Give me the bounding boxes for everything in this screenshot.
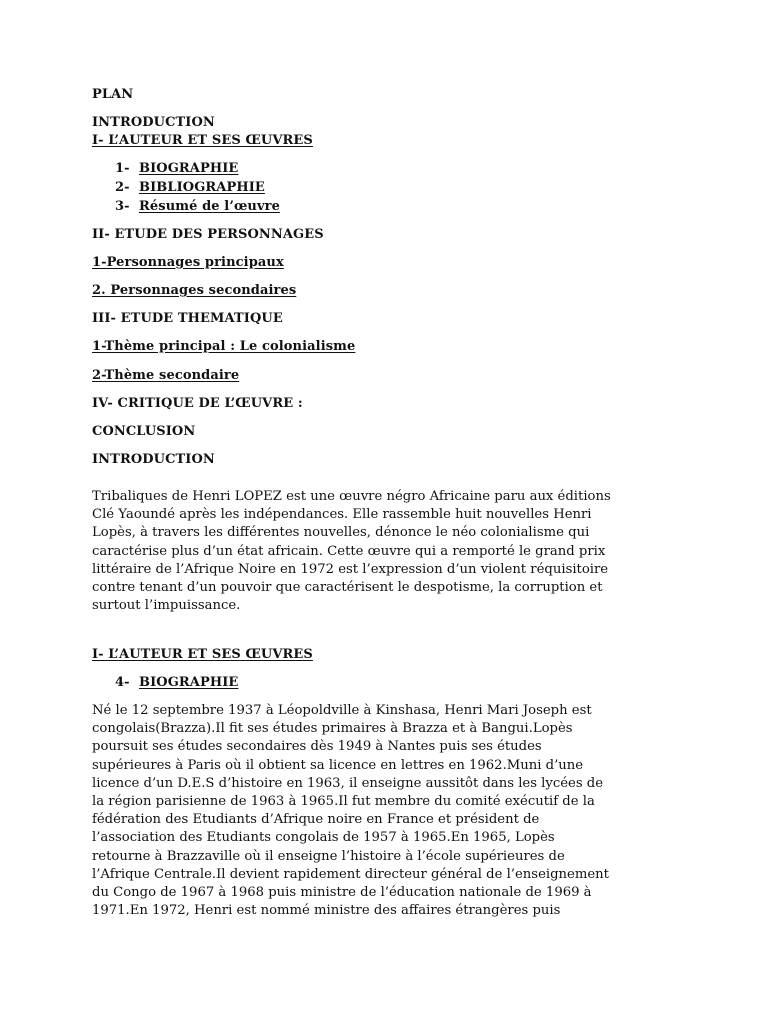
plan-part-4: IV- CRITIQUE DE L’ŒUVRE : <box>92 396 303 411</box>
plan-sub-item <box>115 199 280 215</box>
plan-sub-item-number: 3- <box>115 199 130 214</box>
plan-sub-item <box>115 161 238 177</box>
plan-conclusion: CONCLUSION <box>92 424 196 439</box>
plan-sub-item-number: 1- <box>115 161 130 176</box>
introduction-heading: INTRODUCTION <box>92 452 215 467</box>
author-section-heading: I- L’AUTEUR ET SES ŒUVRES <box>92 647 313 662</box>
plan-part-1: I- L’AUTEUR ET SES ŒUVRES <box>92 133 313 148</box>
plan-sub-item-number: 2- <box>115 180 130 195</box>
plan-part-2: II- ETUDE DES PERSONNAGES <box>92 227 324 242</box>
plan-sub-item-label: Résumé de l’œuvre <box>139 199 280 214</box>
biography-subheading-number: 4- <box>115 675 130 690</box>
biography-paragraph: Né le 12 septembre 1937 à Léopoldville à Kinshasa, Henri Mari Joseph est congolais(Brazza).Il fit ses études primaires à Brazza et à Bangui.Lopès poursuit ses études secondaires dès 1949 à Nantes puis ses études supérieures à Paris où il obtient sa licence en lettres en 1962.Muni d’une licence d’un D.E.S d’histoire en 1963, il enseigne aussitôt dans les lycées de la région parisienne de 1963 à 1965.Il fut membre du comité exécutif de la fédération des Etudiants d’Afrique noire en France et président de l’association des Etudiants congolais de 1957 à 1965.En 1965, Lopès retourne à Brazzaville où il enseigne l’histoire à l’école supérieures de l’Afrique Centrale.Il devient rapidement directeur général de l’enseignement du Congo de 1967 à 1968 puis ministre de l’éducation nationale de 1969 à 1971.En 1972, Henri est nommé ministre des affaires étrangères puis <box>92 703 609 919</box>
plan-part-3: III- ETUDE THEMATIQUE <box>92 311 283 326</box>
plan-introduction: INTRODUCTION <box>92 115 215 130</box>
plan-sub-item-label: BIOGRAPHIE <box>139 161 239 176</box>
biography-subheading <box>115 675 238 691</box>
plan-part-2-sub-1: 1-Personnages principaux <box>92 255 284 270</box>
plan-part-3-sub-1: 1-Thème principal : Le colonialisme <box>92 339 356 354</box>
plan-sub-item-label: BIBLIOGRAPHIE <box>139 180 265 195</box>
introduction-paragraph: Tribaliques de Henri LOPEZ est une œuvre négro Africaine paru aux éditions Clé Yaoundé après les indépendances. Elle rassemble huit nouvelles Henri Lopès, à travers les différentes nouvelles, dénonce le néo colonialisme qui caractérise plus d’un état africain. Cette œuvre qui a remporté le grand prix littéraire de l’Afrique Noire en 1972 est l’expression d’un violent réquisitoire contre tenant d’un pouvoir que caractérisent le despotisme, la corruption et surtout l’impuissance. <box>92 489 611 614</box>
plan-part-2-sub-2: 2. Personnages secondaires <box>92 283 297 298</box>
plan-part-3-sub-2: 2-Thème secondaire <box>92 368 240 383</box>
biography-subheading-label: BIOGRAPHIE <box>139 675 239 690</box>
plan-sub-item <box>115 180 265 196</box>
plan-title: PLAN <box>92 87 134 102</box>
